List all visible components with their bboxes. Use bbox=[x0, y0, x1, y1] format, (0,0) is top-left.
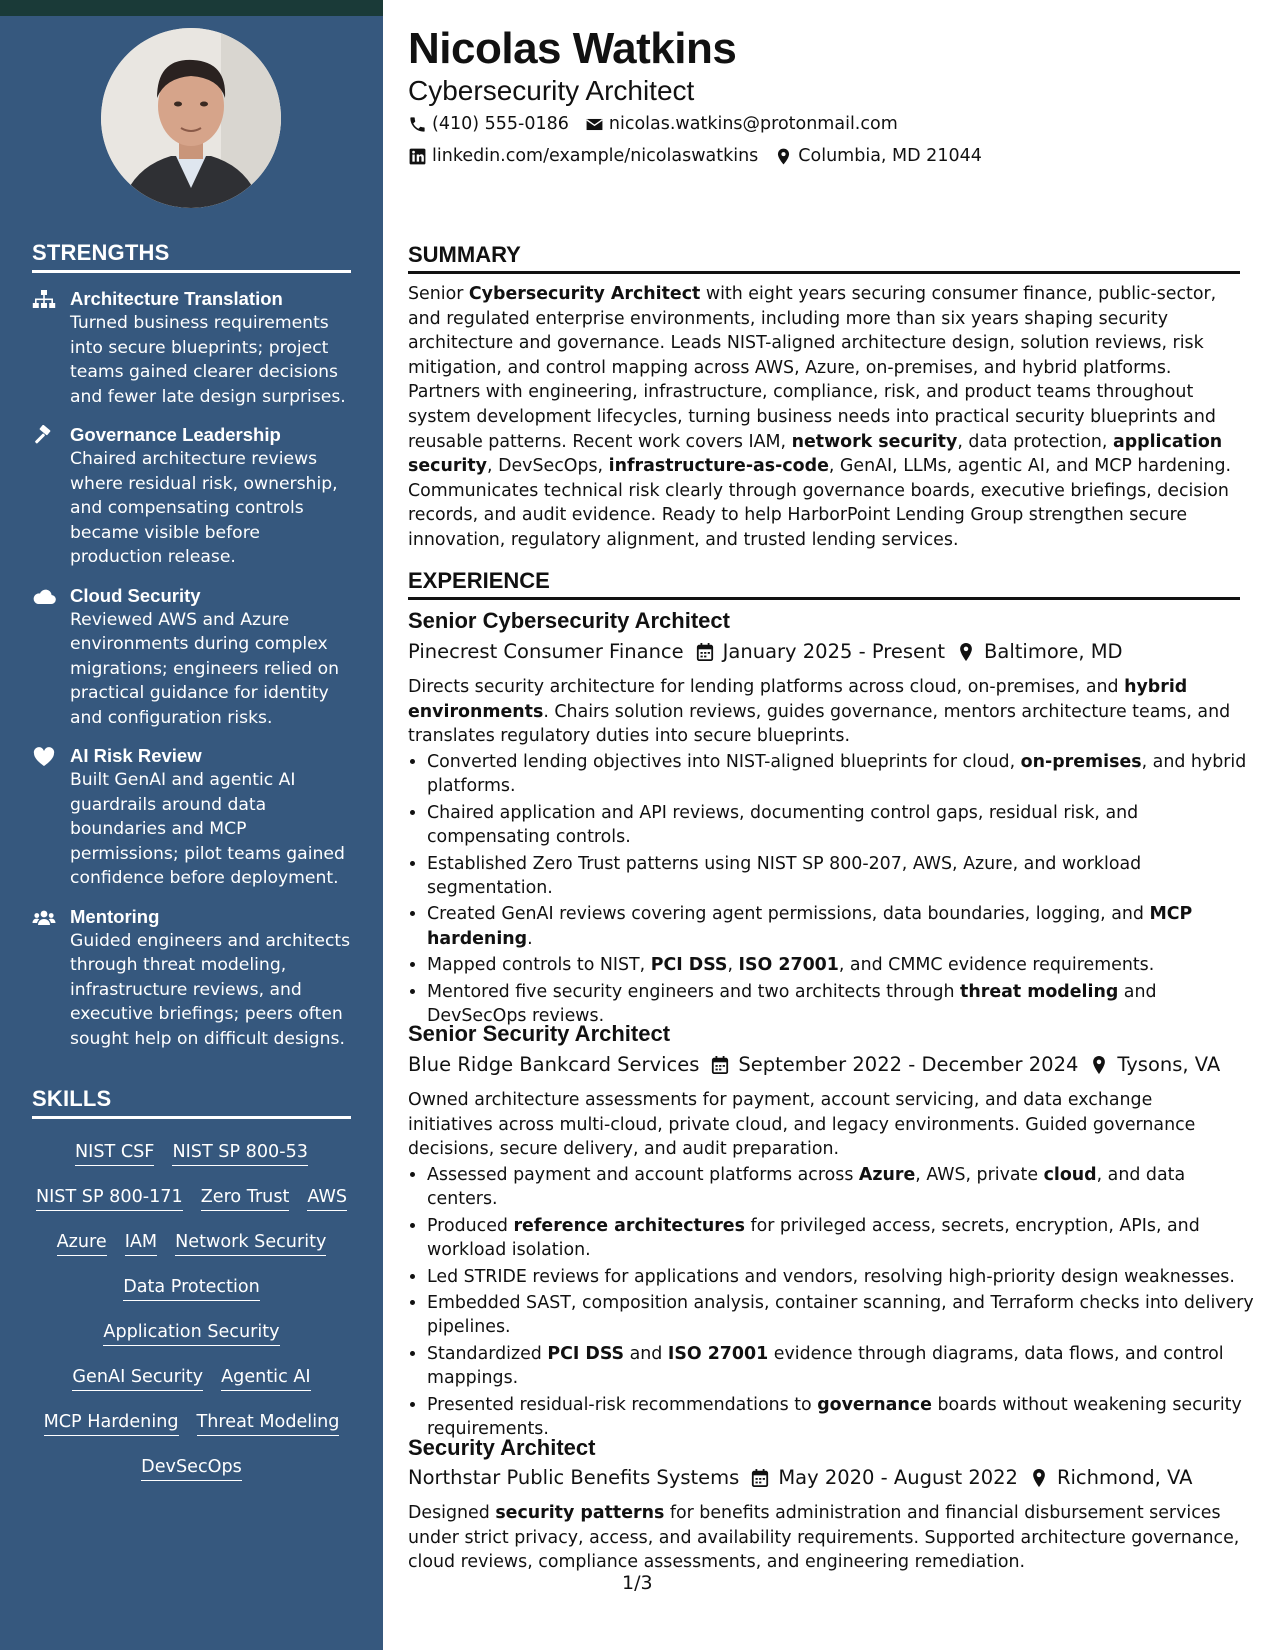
job-dates: September 2022 - December 2024 bbox=[738, 1053, 1079, 1076]
gavel-icon bbox=[32, 425, 56, 447]
text-run: Designed bbox=[408, 1503, 496, 1523]
strength-title: Architecture Translation bbox=[70, 288, 283, 309]
text-run: , data protection, bbox=[957, 431, 1113, 452]
job-bullets bbox=[408, 1163, 1259, 1443]
text-run: , bbox=[727, 955, 739, 976]
emphasis-text: governance bbox=[817, 1394, 932, 1415]
text-run: Chaired application and API reviews, documenting control gaps, residual risk, and compensating controls. bbox=[427, 802, 1139, 848]
skill-tag: IAM bbox=[125, 1232, 157, 1256]
skill-tag: Threat Modeling bbox=[197, 1412, 340, 1436]
skill-tag: Application Security bbox=[103, 1322, 279, 1346]
text-run: evidence through diagrams, data flows, and control mappings. bbox=[427, 1343, 1224, 1389]
skill-tag: Network Security bbox=[175, 1232, 326, 1256]
job-summary bbox=[408, 675, 1240, 749]
strength-description: Reviewed AWS and Azure environments during complex migrations; engineers relied on practical guidance for identity and configuration risks. bbox=[70, 609, 340, 728]
skill-tag: AWS bbox=[307, 1187, 347, 1211]
text-run: , AWS, private bbox=[915, 1165, 1044, 1185]
job-meta bbox=[408, 1051, 1220, 1079]
bullet-item bbox=[427, 750, 1259, 799]
job-summary bbox=[408, 1501, 1240, 1575]
strength-title: AI Risk Review bbox=[70, 745, 202, 766]
bullet-item bbox=[427, 902, 1259, 951]
avatar bbox=[101, 28, 281, 208]
location-text: Columbia, MD 21044 bbox=[798, 146, 982, 166]
job-title: Senior Cybersecurity Architect bbox=[408, 608, 730, 633]
text-run: Created GenAI reviews covering agent permissions, data boundaries, logging, and bbox=[427, 904, 1150, 925]
job-summary bbox=[408, 1088, 1240, 1162]
linkedin-text: linkedin.com/example/nicolaswatkins bbox=[432, 146, 759, 166]
bullet-item bbox=[427, 852, 1259, 901]
sidebar-top-band bbox=[0, 0, 383, 16]
contact-row-1 bbox=[408, 114, 898, 134]
job-title: Senior Security Architect bbox=[408, 1021, 671, 1046]
job-location: Baltimore, MD bbox=[984, 640, 1123, 663]
page-indicator: 1/3 bbox=[622, 1572, 653, 1594]
skills-list bbox=[32, 1131, 351, 1491]
emphasis-text: network security bbox=[791, 431, 958, 452]
sitemap-icon bbox=[32, 289, 56, 311]
contact-row-2 bbox=[408, 146, 982, 166]
skill-row bbox=[32, 1221, 351, 1266]
skill-row bbox=[32, 1311, 351, 1356]
strength-title: Governance Leadership bbox=[70, 424, 281, 445]
map-pin-icon bbox=[774, 147, 793, 166]
text-run: and DevSecOps reviews. bbox=[427, 981, 1157, 1027]
calendar-icon bbox=[711, 1055, 729, 1075]
skill-row bbox=[32, 1401, 351, 1446]
job-dates: January 2025 - Present bbox=[722, 640, 946, 663]
skill-tag: Azure bbox=[57, 1232, 107, 1256]
skills-section bbox=[32, 1086, 351, 1491]
map-pin-icon bbox=[1030, 1468, 1048, 1488]
text-run: , DevSecOps, bbox=[487, 456, 609, 477]
emphasis-text: ISO 27001 bbox=[667, 1343, 769, 1364]
emphasis-text: threat modeling bbox=[960, 981, 1119, 1002]
strength-description: Chaired architecture reviews where residual risk, ownership, and compensating controls became visible before production release. bbox=[70, 449, 338, 567]
skill-tag: Agentic AI bbox=[221, 1367, 310, 1391]
job-title: Security Architect bbox=[408, 1435, 596, 1460]
skill-row bbox=[32, 1446, 351, 1491]
calendar-icon bbox=[696, 642, 714, 662]
bullet-item bbox=[427, 1342, 1259, 1391]
strength-item bbox=[32, 584, 351, 731]
linkedin-icon bbox=[408, 147, 427, 166]
skill-tag: MCP Hardening bbox=[44, 1412, 179, 1436]
phone-icon bbox=[408, 115, 427, 134]
experience-heading: EXPERIENCE bbox=[408, 568, 1240, 600]
bullet-item bbox=[427, 1265, 1259, 1289]
text-run: for privileged access, secrets, encryption, APIs, and workload isolation. bbox=[427, 1215, 1200, 1261]
phone-contact bbox=[408, 114, 569, 134]
bullet-item bbox=[427, 1163, 1259, 1212]
job-company: Blue Ridge Bankcard Services bbox=[408, 1053, 700, 1076]
emphasis-text: application security bbox=[408, 431, 1223, 477]
text-run: Senior bbox=[408, 284, 469, 304]
text-run: , and CMMC evidence requirements. bbox=[838, 955, 1155, 976]
candidate-name: Nicolas Watkins bbox=[408, 24, 737, 73]
strength-description: Turned business requirements into secure blueprints; project teams gained clearer decisions and fewer late design surprises. bbox=[70, 313, 346, 407]
strength-item bbox=[32, 423, 351, 570]
skill-row bbox=[32, 1356, 351, 1401]
job-dates: May 2020 - August 2022 bbox=[778, 1466, 1018, 1489]
emphasis-text: hybrid environments bbox=[408, 677, 1188, 722]
email-contact[interactable] bbox=[585, 114, 898, 134]
text-run: Embedded SAST, composition analysis, container scanning, and Terraform checks into delivery pipelines. bbox=[427, 1293, 1254, 1338]
text-run: Assessed payment and account platforms across bbox=[427, 1165, 859, 1185]
skill-tag: DevSecOps bbox=[141, 1457, 242, 1481]
emphasis-text: reference architectures bbox=[513, 1215, 745, 1236]
emphasis-text: PCI DSS bbox=[650, 955, 728, 976]
strength-item bbox=[32, 744, 351, 891]
emphasis-text: infrastructure-as-code bbox=[608, 456, 829, 477]
emphasis-text: on-premises bbox=[1020, 752, 1142, 772]
text-run: Produced bbox=[427, 1215, 514, 1236]
map-pin-icon bbox=[1090, 1055, 1108, 1075]
summary-heading: SUMMARY bbox=[408, 242, 1240, 274]
users-icon bbox=[32, 907, 56, 929]
emphasis-text: security patterns bbox=[495, 1503, 665, 1523]
job-meta bbox=[408, 638, 1123, 666]
heart-icon bbox=[32, 746, 56, 768]
job-bullets bbox=[408, 750, 1259, 1030]
text-run: boards without weakening security requirements. bbox=[427, 1394, 1242, 1440]
candidate-title: Cybersecurity Architect bbox=[408, 75, 695, 106]
text-run: Mentored five security engineers and two architects through bbox=[427, 981, 961, 1002]
summary-text bbox=[408, 282, 1240, 553]
strength-item bbox=[32, 905, 351, 1052]
text-run: Standardized bbox=[427, 1343, 548, 1364]
job-company: Pinecrest Consumer Finance bbox=[408, 640, 684, 663]
text-run: , and data centers. bbox=[427, 1165, 1186, 1210]
skill-tag: GenAI Security bbox=[72, 1367, 203, 1391]
skills-heading: SKILLS bbox=[32, 1086, 351, 1119]
envelope-icon bbox=[585, 115, 604, 134]
emphasis-text: ISO 27001 bbox=[738, 955, 839, 976]
skill-row bbox=[32, 1176, 351, 1221]
skill-tag: NIST SP 800-53 bbox=[172, 1142, 308, 1166]
skill-row bbox=[32, 1266, 351, 1311]
emphasis-text: MCP hardening bbox=[427, 904, 1193, 949]
text-run: Led STRIDE reviews for applications and vendors, resolving high-priority design weaknesses. bbox=[427, 1266, 1235, 1287]
job-meta bbox=[408, 1464, 1193, 1492]
bullet-item bbox=[427, 1214, 1259, 1263]
text-run: . Chairs solution reviews, guides governance, mentors architecture teams, and translates regulatory duties into secure blueprints. bbox=[408, 701, 1231, 747]
skill-tag: Data Protection bbox=[123, 1277, 260, 1301]
map-pin-icon bbox=[957, 642, 975, 662]
sidebar bbox=[0, 0, 383, 1650]
text-run: with eight years securing consumer finance, public-sector, and regulated enterprise environments, including more than six years shaping security architecture and governance. Leads NIST-aligned architecture design, solution reviews, risk mitigation, and control mapping across AWS, Azure, on-premises, and hybrid platforms. Partners with engineering, infrastructure, compliance, risk, and product teams throughout system development lifecycles, turning business needs into practical security blueprints and reusable patterns. Recent work covers IAM, bbox=[408, 284, 1217, 452]
text-run: Presented residual-risk recommendations to bbox=[427, 1394, 818, 1415]
text-run: for benefits administration and financial disbursement services under strict privacy, access, and availability requirements. Supported architecture governance, cloud reviews, compliance assessments, and engineering remediation. bbox=[408, 1503, 1240, 1573]
strength-item bbox=[32, 287, 351, 409]
emphasis-text: cloud bbox=[1043, 1165, 1097, 1185]
cloud-icon bbox=[32, 586, 56, 608]
email-text: nicolas.watkins@protonmail.com bbox=[608, 114, 898, 134]
text-run: , and hybrid platforms. bbox=[427, 752, 1247, 797]
strengths-section bbox=[32, 240, 351, 1051]
emphasis-text: Azure bbox=[858, 1165, 916, 1185]
text-run: Owned architecture assessments for payment, account servicing, and data exchange initiatives across multi-cloud, private cloud, and legacy environments. Guided governance decisions, secure delivery, and audit preparation. bbox=[408, 1090, 1196, 1160]
job-location: Tysons, VA bbox=[1117, 1053, 1221, 1076]
strength-description: Guided engineers and architects through threat modeling, infrastructure reviews, and executive briefings; peers often sought help on difficult designs. bbox=[70, 930, 351, 1049]
emphasis-text: PCI DSS bbox=[547, 1343, 625, 1364]
skill-row bbox=[32, 1131, 351, 1176]
skill-tag: NIST SP 800-171 bbox=[36, 1187, 183, 1211]
job-company: Northstar Public Benefits Systems bbox=[408, 1466, 740, 1489]
skill-tag: Zero Trust bbox=[201, 1187, 290, 1211]
emphasis-text: Cybersecurity Architect bbox=[468, 284, 701, 304]
text-run: Mapped controls to NIST, bbox=[427, 955, 651, 976]
skill-tag: NIST CSF bbox=[75, 1142, 154, 1166]
bullet-item bbox=[427, 953, 1259, 977]
strengths-list bbox=[32, 287, 351, 1051]
linkedin-contact[interactable] bbox=[408, 146, 758, 166]
text-run: and bbox=[624, 1343, 668, 1364]
bullet-item bbox=[427, 1291, 1259, 1340]
text-run: Converted lending objectives into NIST-aligned blueprints for cloud, bbox=[427, 752, 1021, 772]
text-run: Established Zero Trust patterns using NIST SP 800-207, AWS, Azure, and workload segmentation. bbox=[427, 853, 1142, 899]
bullet-item bbox=[427, 801, 1259, 850]
strength-title: Mentoring bbox=[70, 905, 160, 927]
phone-text: (410) 555-0186 bbox=[432, 114, 569, 134]
text-run: Directs security architecture for lending platforms across cloud, on-premises, and bbox=[408, 677, 1125, 697]
text-run: . bbox=[527, 928, 533, 949]
text-run: , GenAI, LLMs, agentic AI, and MCP hardening. Communicates technical risk clearly through governance boards, executive briefings, decision records, and audit evidence. Ready to help HarborPoint Lending Group strengthen secure innovation, regulatory alignment, and trusted lending services. bbox=[408, 456, 1232, 550]
strength-title: Cloud Security bbox=[70, 584, 201, 606]
location-contact bbox=[774, 146, 982, 166]
job-location: Richmond, VA bbox=[1056, 1466, 1193, 1489]
calendar-icon bbox=[751, 1468, 769, 1488]
strength-description: Built GenAI and agentic AI guardrails around data boundaries and MCP permissions; pilot teams gained confidence before deployment. bbox=[70, 770, 345, 888]
strengths-heading: STRENGTHS bbox=[32, 240, 351, 273]
